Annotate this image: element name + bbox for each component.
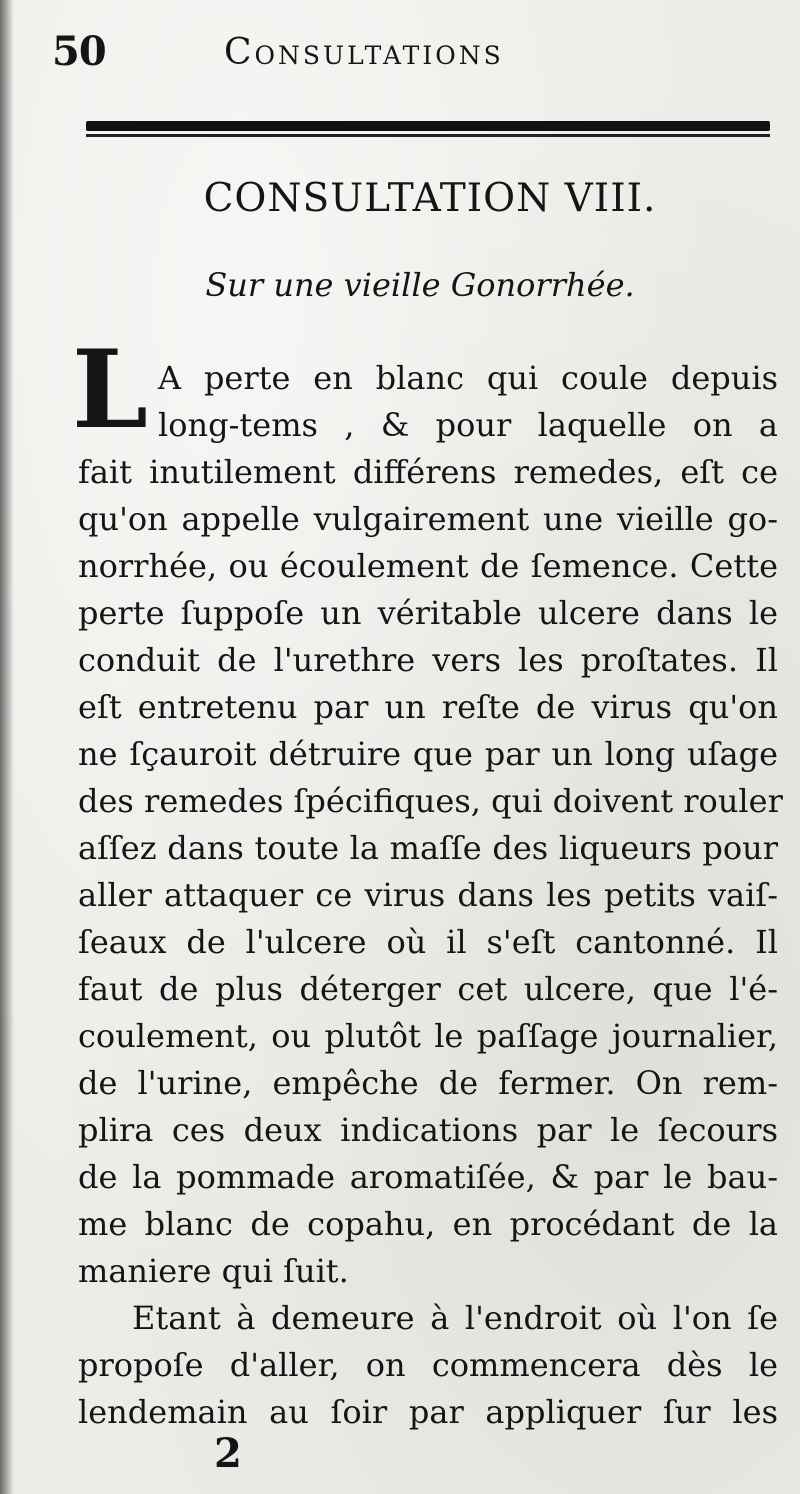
consultation-subheading: Sur une vieille Gonorrhée. [205, 266, 635, 304]
text-line: fait inutilement différens remedes, eſt ce [78, 453, 778, 491]
signature-mark: 2 [214, 1430, 242, 1477]
running-head: Consultations [224, 32, 504, 73]
text-line: perte ſuppoſe un véritable ulcere dans le [78, 594, 778, 632]
text-line: ne ſçauroit détruire que par un long uſage [78, 735, 778, 773]
header-rule [86, 121, 770, 137]
text-line: eſt entretenu par un reſte de virus qu'on [78, 688, 778, 726]
consultation-heading: CONSULTATION VIII. [203, 176, 657, 221]
text-line: aſſez dans toute la maſſe des liqueurs pour [78, 829, 778, 867]
text-line: plira ces deux indications par le ſecours [78, 1111, 778, 1149]
text-line: qu'on appelle vulgairement une vieille go- [78, 500, 778, 538]
text-line: norrhée, ou écoulement de ſemence. Cette [78, 547, 778, 585]
text-line: propoſe d'aller, on commencera dès le [78, 1346, 778, 1384]
drop-cap: L [72, 327, 148, 453]
text-line: maniere qui ſuit. [78, 1252, 349, 1290]
text-line: conduit de l'urethre vers les proſtates. Il [78, 641, 778, 679]
text-line: coulement, ou plutôt le paſſage journalier, [78, 1017, 778, 1055]
text-line: Etant à demeure à l'endroit où l'on ſe [132, 1299, 778, 1337]
text-line: de l'urine, empêche de fermer. On rem- [78, 1064, 778, 1102]
page-gutter-shadow [0, 0, 14, 1494]
text-line: des remedes ſpécifiques, qui doivent rouler [78, 782, 783, 820]
header-rule-thick [86, 121, 770, 131]
page-header [52, 22, 772, 82]
text-line: A perte en blanc qui coule depuis [158, 359, 778, 397]
text-line: me blanc de copahu, en procédant de la [78, 1205, 778, 1243]
text-line: long-tems , & pour laquelle on a [158, 406, 778, 444]
header-rule-thin [86, 134, 770, 137]
text-line: aller attaquer ce virus dans les petits vaiſ- [78, 876, 778, 914]
text-line: ſeaux de l'ulcere où il s'eſt cantonné. Il [78, 923, 778, 961]
text-line: lendemain au ſoir par appliquer ſur les [78, 1393, 778, 1431]
page-number: 50 [52, 28, 106, 75]
text-line: de la pommade aromatiſée, & par le bau- [78, 1158, 778, 1196]
text-line: faut de plus déterger cet ulcere, que l'é- [78, 970, 778, 1008]
